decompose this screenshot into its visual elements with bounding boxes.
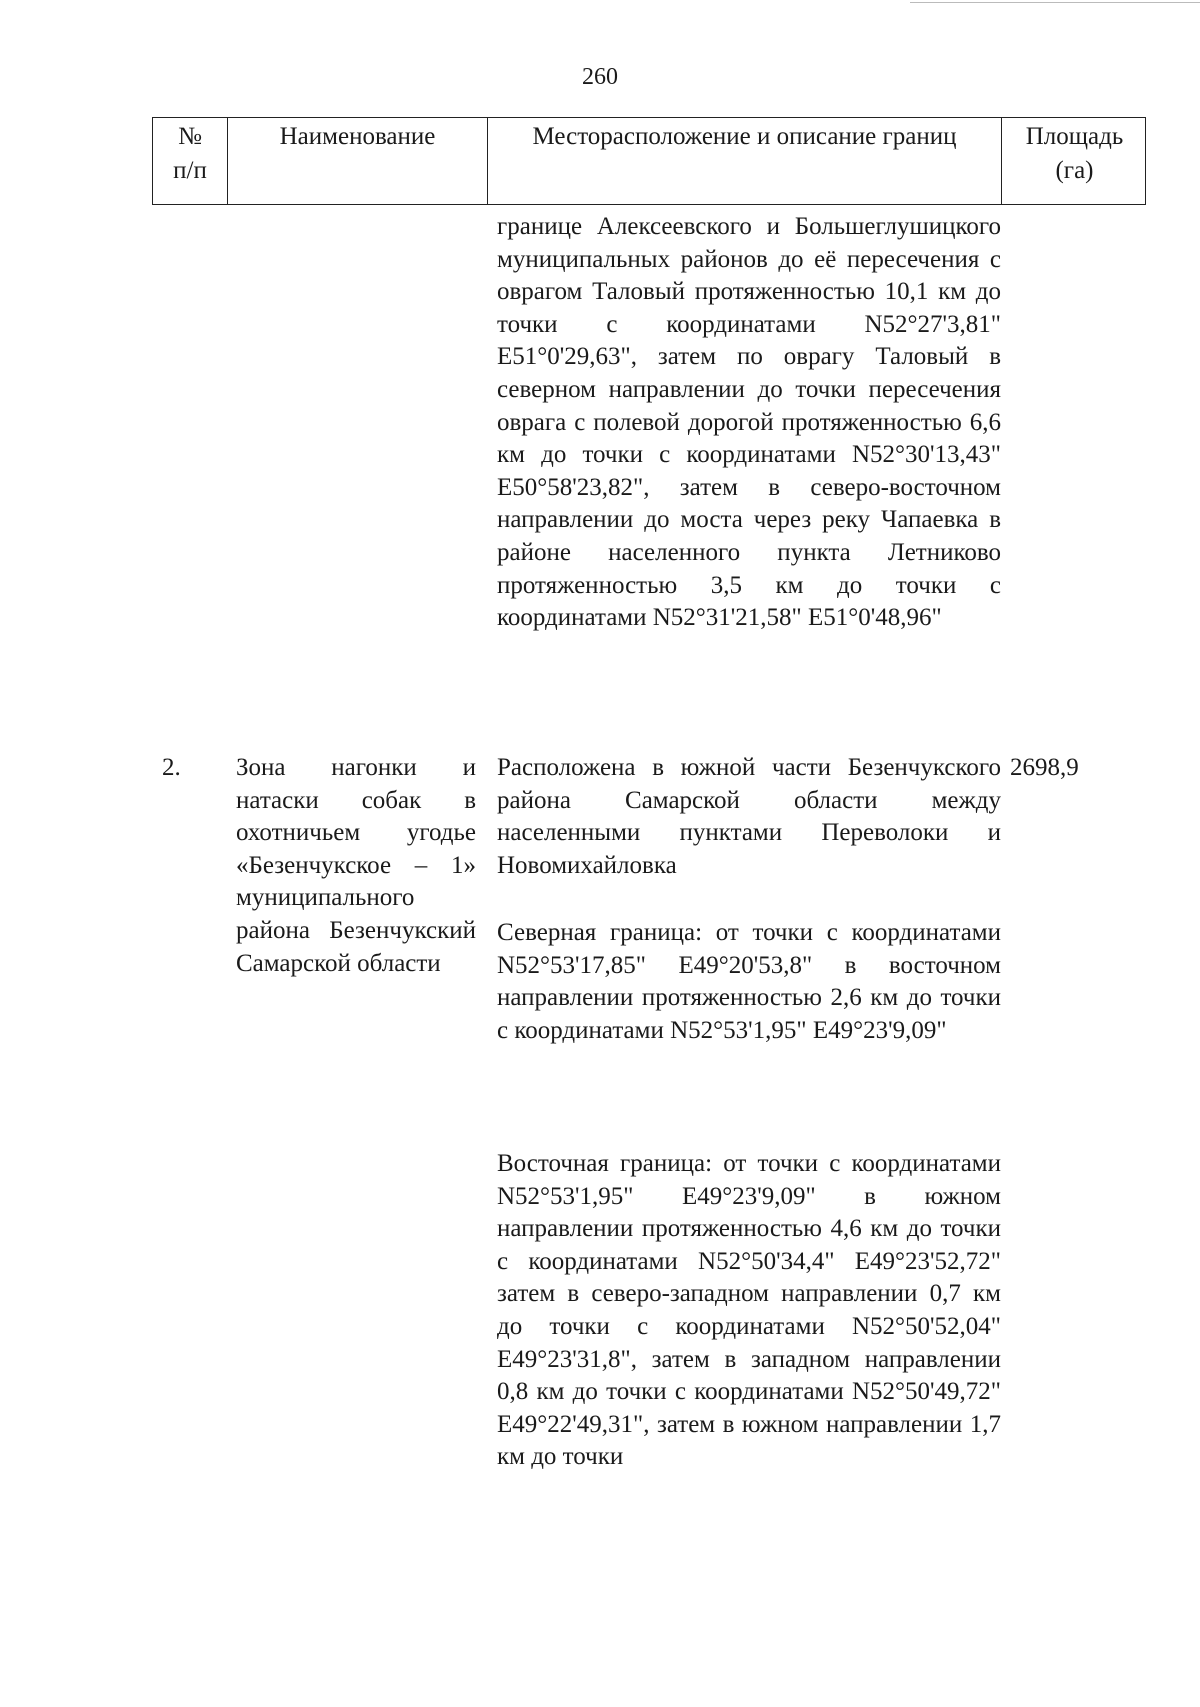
row-2-north-border — [497, 917, 1001, 1047]
row-2-location-intro — [497, 752, 1001, 882]
row-2-east-text: Восточная граница: от точки с координатами N52°53'1,95" E49°23'9,09" в южном направлении протяженностью 4,6 км до точки с координатами N52°50'34,4" E49°23'52,72" затем в северо-западном направлении 0,7 км до точки с координатами N52°50'52,04" E49°23'31,8", затем в западном направлении 0,8 км до точки с координатами N52°50'49,72" E49°22'49,31", затем в южном направлении 1,7 км до точки — [497, 1150, 1001, 1471]
row-2-name-text: Зона нагонки и натаски собак в охотничьем угодье «Безенчукское – 1» муниципального района Безенчукский Самарской области — [236, 754, 476, 977]
scan-edge-line — [910, 2, 1200, 3]
row-2-number: 2. — [162, 754, 181, 781]
continuation-description — [497, 211, 1001, 635]
header-location: Месторасположение и описание границ — [487, 118, 1001, 204]
row-2-east-border — [497, 1148, 1001, 1474]
page-number: 260 — [582, 64, 618, 90]
row-2-north-text: Северная граница: от точки с координатами N52°53'17,85" E49°20'53,8" в восточном направлении протяженностью 2,6 км до точки с координатами N52°53'1,95" E49°23'9,09" — [497, 919, 1001, 1044]
header-num-label: № п/п — [173, 123, 207, 184]
row-2-intro-text: Расположена в южной части Безенчукского района Самарской области между населенными пунктами Переволоки и Новомихайловка — [497, 754, 1001, 879]
header-num — [153, 118, 227, 204]
header-name: Наименование — [227, 118, 487, 204]
continuation-text: границе Алексеевского и Большеглушицкого муниципальных районов до её пересечения с оврагом Таловый протяженностью 10,1 км до точки с координатами N52°27'3,81" E51°0'29,63", затем по оврагу Таловый в северном направлении до точки пересечения оврага с полевой дорогой протяженностью 6,6 км до точки с координатами N52°30'13,43" E50°58'23,82", затем в северо-восточном направлении до моста через реку Чапаевка в районе населенного пункта Летниково протяженностью 3,5 км до точки с координатами N52°31'21,58" E51°0'48,96" — [497, 213, 1001, 632]
header-area — [1001, 118, 1147, 204]
header-area-label: Площадь (га) — [1025, 123, 1124, 184]
table-header — [152, 117, 1146, 205]
row-2-area: 2698,9 — [1010, 754, 1079, 781]
row-2-name — [236, 752, 476, 980]
